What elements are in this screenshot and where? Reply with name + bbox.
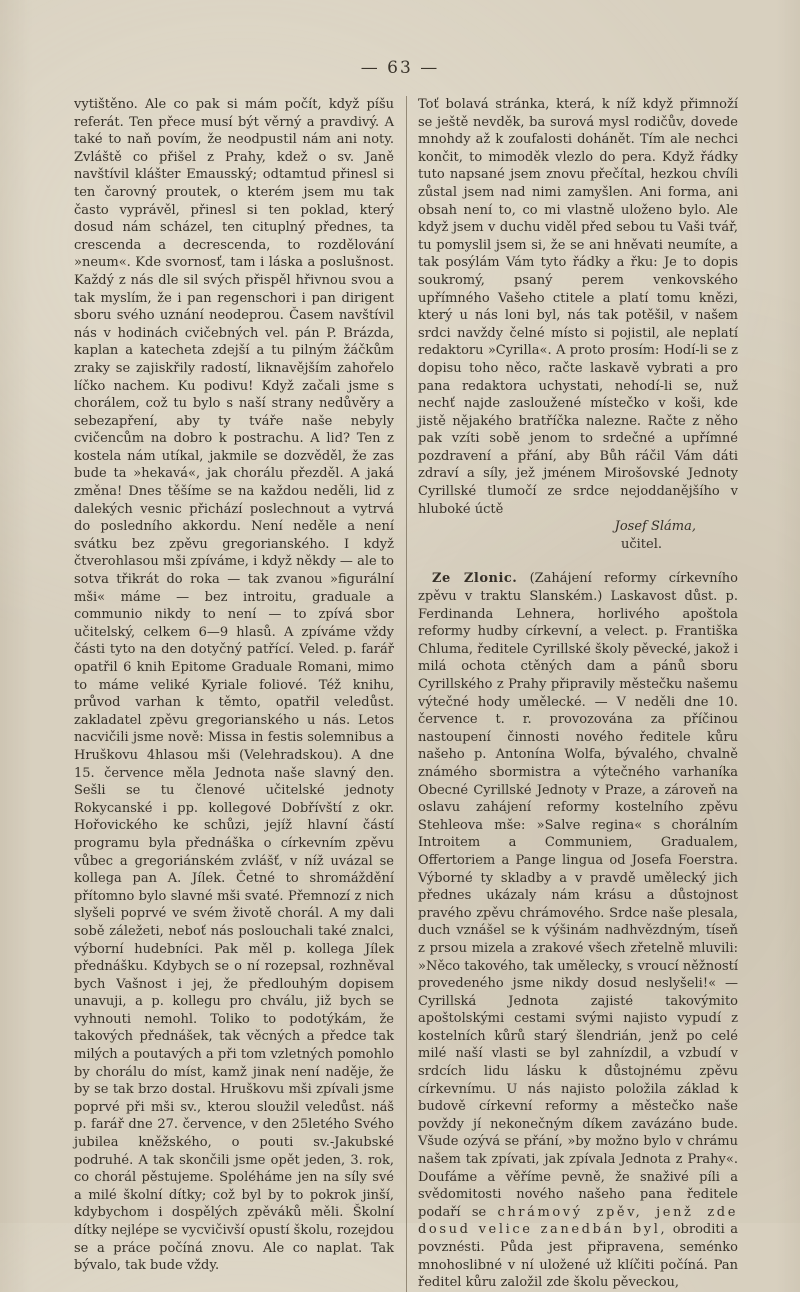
text-block (74, 96, 738, 1292)
article-lead: Ze Zlonic. (432, 571, 518, 587)
left-column (74, 96, 406, 1292)
article-body-before: (Zahájení reformy církevního zpěvu v traktu Slanském.) Laskavost důst. p. Ferdinanda Lehnera, horlivého apoštola reformy hudby církevní, a velect. p. Františka Chluma, ředitele Cyrillské školy pěvecké, jakož i milá ochota ctěných dam a pánů sboru Cyrillského z Prahy připravily městečku našemu výtečné hody umělecké. — V neděli dne 10. července t. r. provozována za příčinou nastoupení činnosti nového ředitele kůru našeho p. Antonína Wolfa, bývalého, chvalně známého sbormistra a výtečného varhaníka Obecné Cyrillské Jednoty v Praze, a zároveň na oslavu zahájení reformy kostelního zpěvu Stehleova mše: »Salve regina« s chorálním Introitem a Communiem, Gradualem, Offertoriem a Pange lingua od Josefa Foerstra. Výborné ty skladby a v pravdě umělecký jich přednes ukázaly nám krásu a důstojnost pravého zpěvu chrámového. Srdce naše plesala, duch vznášel se k výšinám nadhvězdným, tíseň z prsou mizela a zrakové všech zřetelně mluvili: »Něco takového, tak umělecky, s vroucí něžností provedeného jsme nikdy dosud neslyšeli!« — Cyrillská Jednota zajisté takovýmito apoštolskými cestami svými najisto vypudí z kostelních kůrů starý šlendrián, jenž po celé milé naší vlasti se byl zahnízdil, a vzbudí v srdcích lidu lásku k důstojnému zpěvu církevnímu. U nás najisto položila základ k budově církevní reformy a městečko naše povždy jí nekonečným díkem zavázáno bude. Všude ozývá se přání, »by možno bylo v chrámu našem tak zpívati, jak zpívala Jednota z Prahy«. Doufáme a věříme pevně, že snaživé píli a svědomitosti nového našeho pana ředitele podaří se (418, 571, 739, 1220)
page-number: — 63 — (360, 58, 440, 78)
article-body-after: obroditi a povznésti. Půda jest připravena, seménko mnohoslibné v ní uložené už klíčiti počíná. Pan ředitel kůru založil zde školu pěveckou, (418, 1222, 738, 1291)
article-ze-zlonic (418, 570, 738, 1291)
right-column (406, 96, 738, 1292)
signature-title: učitel. (620, 536, 662, 552)
left-column-paragraph: vytištěno. Ale co pak si mám počít, když píšu referát. Ten přece musí být věrný a pravdivý. A také to naň povím, že neodpustil nám ani noty. Zvláště co přišel z Prahy, kdež o sv. Janě navštívil klášter Emausský; odtamtud přinesl si ten čarovný proutek, o kterém jsem mu tak často vyprávěl, přinesl si ten poklad, který dosud nám scházel, ten cituplný přednes, ta crescenda a decrescenda, to rozdělování »neum«. Kde svornosť, tam i láska a poslušnost. Každý z nás dle sil svých přispěl hřivnou svou a tak myslím, že i pan regenschori i pan dirigent sboru svého uznání neodeprou. Časem navštívil nás v hodinách cvičebných vel. pán P. Brázda, kaplan a katecheta zdejší a tu pilným žáčkům zraky se zajiskřily radostí, liknavějším zahořelo líčko nachem. Ku podivu! Když začali jsme s chorálem, což tu bylo s naší strany nedůvěry a sebezapření, aby ty tváře naše nebyly cvičencům na dobro k postrachu. A lid? Ten z kostela nám utíkal, jakmile se dozvěděl, že zas bude ta »hekavá«, jak chorálu přezděl. A jaká změna! Dnes těšíme se na každou neděli, lid z dalekých vesnic přichází poslechnout a vytrvá do posledního akkordu. Není neděle a není svátku bez zpěvu gregorianského. I když čtverohlasou mši zpíváme, i když někdy — ale to sotva třikrát do roka — tak zvanou »figurální mši« máme — bez introitu, graduale a communio nikdy to není — to zpívá sbor učitelský, celkem 6—9 hlasů. A zpíváme vždy části tyto na den dotyčný patřící. Veled. p. farář opatřil 6 knih Epitome Graduale Romani, mimo to máme veliké Kyriale foliové. Též knihu, průvod varhan k těmto, opatřil veledůst. zakladatel zpěvu gregorianského u nás. Letos nacvičili jsme nově: Missa in festis solemnibus a Hruškovu 4hlasou mši (Velehradskou). A dne 15. července měla Jednota naše slavný den. Sešli se tu členové učitelské jednoty Rokycanské i pp. kollegové Dobřívští z okr. Hořovického ke schůzi, jejíž hlavní částí programu byla přednáška o církevním zpěvu vůbec a gregoriánském zvlášť, v níž uvázal se kollega pan A. Jílek. Četné to shromáždění přítomno bylo slavné mši svaté. Přemnozí z nich slyšeli poprvé ve svém životě chorál. A my dali sobě záležeti, neboť nás poslouchali také znalci, výborní hudebníci. Pak měl p. kollega Jílek přednášku. Kdybych se o ní rozepsal, rozhněval bych Vašnost i jej, že předlouhým dopisem unavuji, a p. kollegu pro chválu, již bych se vyhnouti nemohl. Toliko to podotýkám, že takových přednášek, tak věcných a předce tak milých a poutavých a při tom vzletných pomohlo by chorálu do míst, kamž jinak není naděje, že by se tak brzo dostal. Hruškovu mši zpívali jsme poprvé při mši sv., kterou sloužil veledůst. náš p. farář dne 27. července, v den 25letého Svého jubilea kněžského, o pouti sv.-Jakubské podruhé. A tak skončili jsme opět jeden, 3. rok, co chorál pěstujeme. Spoléháme jen na síly své a milé školní dítky; což byl by to pokrok jinší, kdybychom i dospělých zpěváků měli. Školní dítky nejlépe se vycvičivší opustí školu, rozejdou se a práce počíná znovu. Ale co naplat. Tak bývalo, tak bude vždy. (74, 97, 394, 1274)
article-spaced-emphasis: chrámový zpěv, jenž zde dosud velice zanedbán byl, (418, 1204, 739, 1238)
letter-closing-paragraph: Toť bolavá stránka, která, k níž když přimnoží se ještě nevděk, ba surová mysl rodičův, dovede mnohdy až k zoufalosti dohánět. Tím ale nechci končit, to mimoděk vlezlo do pera. Když řádky tuto napsané jsem znovu přečítal, hezkou chvíli zůstal jsem nad nimi zamyšlen. Ani forma, ani obsah není to, co mi vlastně uloženo bylo. Ale když jsem v duchu viděl před sebou tu Vaši tvář, tu pomyslil jsem si, že se ani hněvati neumíte, a tak posýlám Vám tyto řádky a řku: Je to dopis soukromý, psaný perem venkovského upřímného Vašeho ctitele a platí tomu knězi, který u nás loni byl, nás tak potěšil, v našem srdci navždy čelné místo si pojistil, ale neplatí redaktoru »Cyrilla«. A proto prosím: Hodí-li se z dopisu toho něco, račte laskavě vybrati a pro pana redaktora uchystati, nehodí-li se, nuž nechť najde zasloužené místečko v koši, kde jistě nějakého bratříčka nalezne. Račte z něho pak vzíti sobě jenom to srdečné a upřímné pozdravení a přání, aby Bůh ráčil Vám dáti zdraví a síly, jež jménem Mirošovské Jednoty Cyrillské tlumočí ze srdce nejoddanějšího v hluboké úctě (418, 97, 738, 517)
signature-name: Josef Sláma, (614, 519, 696, 535)
